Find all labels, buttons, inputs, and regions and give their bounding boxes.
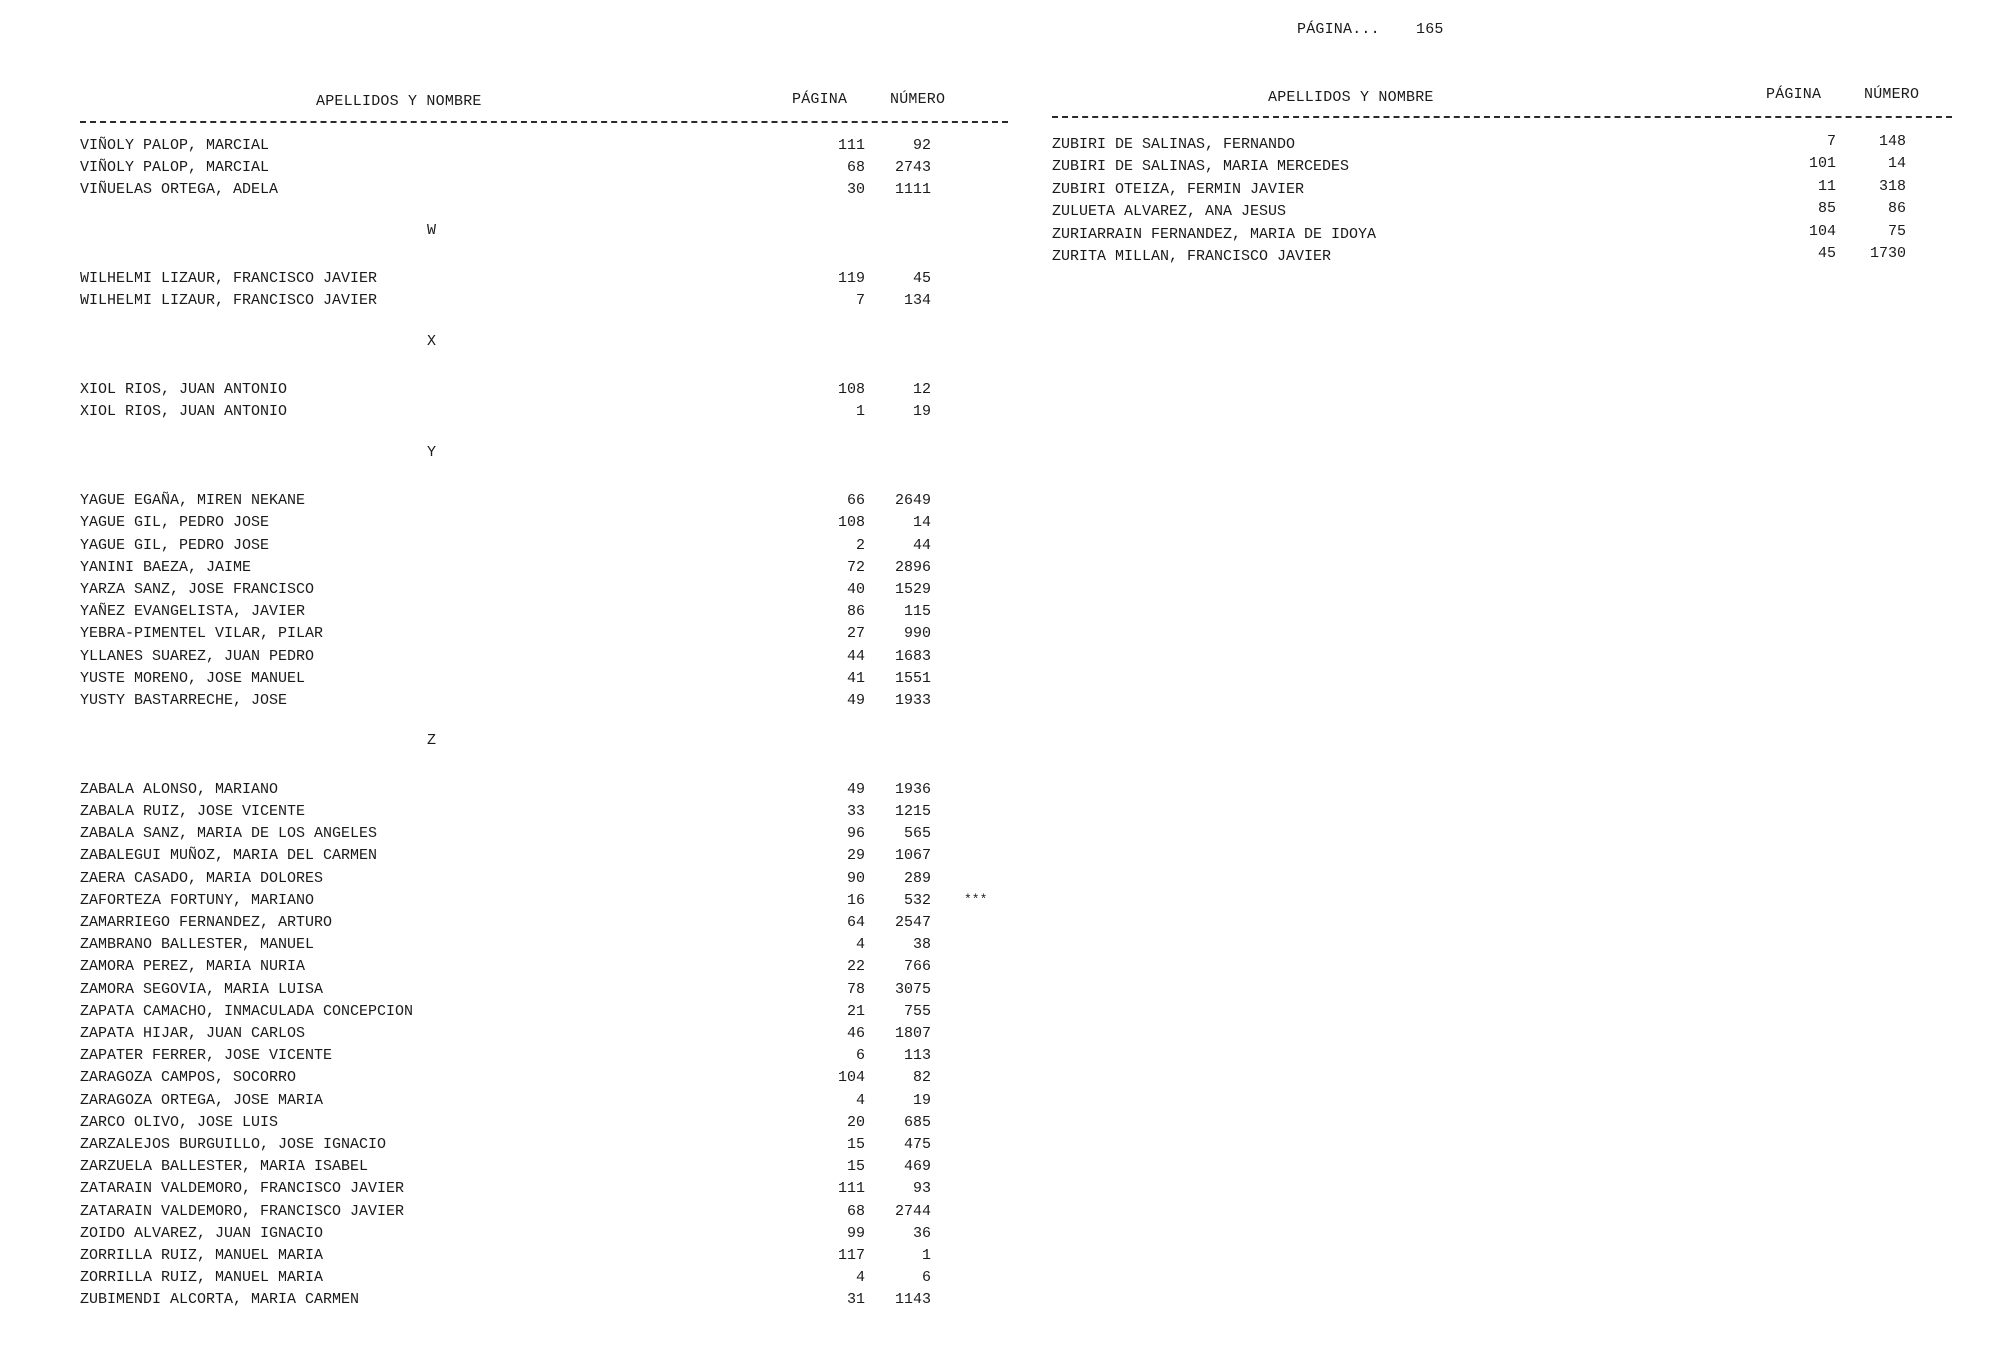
entry-number: 289	[903, 870, 931, 887]
entry-page: 1	[855, 403, 865, 420]
entry-name: ZAPATA CAMACHO, INMACULADA CONCEPCION	[80, 1003, 414, 1020]
index-entry	[80, 1092, 980, 1114]
index-entry	[80, 1203, 980, 1225]
entry-page: 108	[837, 381, 865, 398]
entry-name: ZUBIRI OTEIZA, FERMIN JAVIER	[1052, 181, 1305, 198]
index-entry	[80, 781, 980, 803]
entry-number: 469	[903, 1158, 931, 1175]
entry-page: 20	[846, 1114, 865, 1131]
entry-mark: ***	[964, 892, 988, 907]
entry-page: 22	[846, 958, 865, 975]
entry-page: 29	[846, 847, 865, 864]
entry-page: 68	[846, 159, 865, 176]
index-entry	[80, 1003, 980, 1025]
entry-name: YANINI BAEZA, JAIME	[80, 559, 252, 576]
entry-number: 6	[921, 1269, 931, 1286]
entry-page: 90	[846, 870, 865, 887]
section-letter: X	[427, 332, 437, 350]
entry-number: 134	[903, 292, 931, 309]
entry-page: 4	[855, 1269, 865, 1286]
index-entry	[80, 137, 980, 159]
entry-name: YAGUE GIL, PEDRO JOSE	[80, 537, 270, 554]
index-entry	[80, 581, 980, 603]
entry-page: 15	[846, 1158, 865, 1175]
entry-name: YEBRA-PIMENTEL VILAR, PILAR	[80, 625, 324, 642]
entry-number: 1067	[894, 847, 931, 864]
entry-page: 68	[846, 1203, 865, 1220]
index-entry	[80, 1225, 980, 1247]
index-entry	[1052, 245, 1952, 267]
left-header-page: PÁGINA	[792, 91, 848, 108]
entry-number: 755	[903, 1003, 931, 1020]
entry-name: ZAMORA PEREZ, MARIA NURIA	[80, 958, 306, 975]
index-entry	[80, 159, 980, 181]
entry-number: 1683	[894, 648, 931, 665]
entry-name: YAGUE GIL, PEDRO JOSE	[80, 514, 270, 531]
entry-name: YAGUE EGAÑA, MIREN NEKANE	[80, 492, 306, 509]
entry-page: 104	[837, 1069, 865, 1086]
index-entry	[1052, 223, 1952, 245]
entry-number: 475	[903, 1136, 931, 1153]
entry-name: ZAPATA HIJAR, JUAN CARLOS	[80, 1025, 306, 1042]
entry-name: ZUBIRI DE SALINAS, FERNANDO	[1052, 136, 1296, 153]
entry-number: 12	[912, 381, 931, 398]
entry-number: 148	[1878, 133, 1906, 150]
entry-number: 1	[921, 1247, 931, 1264]
index-entry	[80, 1025, 980, 1047]
entry-name: WILHELMI LIZAUR, FRANCISCO JAVIER	[80, 292, 378, 309]
right-header-number: NÚMERO	[1864, 86, 1920, 103]
entry-page: 108	[837, 514, 865, 531]
entry-name: ZURIARRAIN FERNANDEZ, MARIA DE IDOYA	[1052, 226, 1377, 243]
entry-page: 46	[846, 1025, 865, 1042]
index-entry	[80, 559, 980, 581]
entry-page: 111	[837, 1180, 865, 1197]
entry-page: 33	[846, 803, 865, 820]
entry-name: VIÑOLY PALOP, MARCIAL	[80, 137, 270, 154]
entry-number: 1551	[894, 670, 931, 687]
entry-name: ZAMARRIEGO FERNANDEZ, ARTURO	[80, 914, 333, 931]
entry-page: 49	[846, 781, 865, 798]
entry-number: 113	[903, 1047, 931, 1064]
entry-name: ZARZUELA BALLESTER, MARIA ISABEL	[80, 1158, 369, 1175]
index-entry	[80, 625, 980, 647]
index-entry	[1052, 200, 1952, 222]
entry-number: 532	[903, 892, 931, 909]
index-entry	[80, 958, 980, 980]
index-entry	[80, 670, 980, 692]
entry-name: YARZA SANZ, JOSE FRANCISCO	[80, 581, 315, 598]
index-entry	[80, 1158, 980, 1180]
entry-number: 75	[1887, 223, 1906, 240]
entry-name: WILHELMI LIZAUR, FRANCISCO JAVIER	[80, 270, 378, 287]
entry-page: 72	[846, 559, 865, 576]
index-entry	[1052, 178, 1952, 200]
entry-page: 2	[855, 537, 865, 554]
entry-page: 11	[1817, 178, 1836, 195]
entry-name: ZAMORA SEGOVIA, MARIA LUISA	[80, 981, 324, 998]
entry-number: 38	[912, 936, 931, 953]
index-entry	[80, 603, 980, 625]
entry-page: 27	[846, 625, 865, 642]
entry-name: VIÑUELAS ORTEGA, ADELA	[80, 181, 279, 198]
entry-number: 990	[903, 625, 931, 642]
left-header-name: APELLIDOS Y NOMBRE	[316, 93, 482, 110]
entry-page: 86	[846, 603, 865, 620]
entry-name: ZORRILLA RUIZ, MANUEL MARIA	[80, 1247, 324, 1264]
index-entry	[80, 270, 980, 292]
entry-number: 685	[903, 1114, 931, 1131]
entry-page: 31	[846, 1291, 865, 1308]
index-entry	[1052, 155, 1952, 177]
index-entry	[80, 825, 980, 847]
entry-page: 7	[1826, 133, 1836, 150]
index-entry	[80, 514, 980, 536]
entry-number: 2547	[894, 914, 931, 931]
entry-number: 93	[912, 1180, 931, 1197]
entry-number: 36	[912, 1225, 931, 1242]
entry-number: 1730	[1869, 245, 1906, 262]
page-number: 165	[1416, 21, 1444, 38]
entry-page: 64	[846, 914, 865, 931]
index-entry	[80, 492, 980, 514]
index-entry	[80, 403, 980, 425]
entry-page: 78	[846, 981, 865, 998]
entry-number: 44	[912, 537, 931, 554]
entry-name: XIOL RIOS, JUAN ANTONIO	[80, 403, 288, 420]
entry-number: 3075	[894, 981, 931, 998]
entry-name: ZABALEGUI MUÑOZ, MARIA DEL CARMEN	[80, 847, 378, 864]
entry-page: 21	[846, 1003, 865, 1020]
entry-page: 15	[846, 1136, 865, 1153]
index-entry	[80, 981, 980, 1003]
entry-name: ZABALA ALONSO, MARIANO	[80, 781, 279, 798]
entry-number: 1936	[894, 781, 931, 798]
entry-page: 6	[855, 1047, 865, 1064]
index-entry	[80, 803, 980, 825]
entry-number: 19	[912, 1092, 931, 1109]
entry-number: 318	[1878, 178, 1906, 195]
entry-page: 117	[837, 1247, 865, 1264]
entry-page: 4	[855, 936, 865, 953]
entry-number: 115	[903, 603, 931, 620]
entry-name: ZARAGOZA CAMPOS, SOCORRO	[80, 1069, 297, 1086]
entry-name: ZARCO OLIVO, JOSE LUIS	[80, 1114, 279, 1131]
entry-page: 104	[1808, 223, 1836, 240]
index-entry	[80, 914, 980, 936]
right-header-page: PÁGINA	[1766, 86, 1822, 103]
entry-page: 4	[855, 1092, 865, 1109]
entry-page: 44	[846, 648, 865, 665]
index-entry	[80, 537, 980, 559]
entry-name: ZATARAIN VALDEMORO, FRANCISCO JAVIER	[80, 1180, 405, 1197]
right-header-name: APELLIDOS Y NOMBRE	[1268, 89, 1434, 106]
entry-number: 82	[912, 1069, 931, 1086]
entry-number: 2743	[894, 159, 931, 176]
index-entry	[80, 381, 980, 403]
entry-number: 86	[1887, 200, 1906, 217]
left-header-divider	[80, 121, 1008, 123]
index-entry	[80, 1136, 980, 1158]
index-entry	[80, 1247, 980, 1269]
entry-name: ZAFORTEZA FORTUNY, MARIANO	[80, 892, 315, 909]
index-entry	[80, 1047, 980, 1069]
entry-number: 1807	[894, 1025, 931, 1042]
index-entry	[80, 892, 988, 914]
entry-page: 41	[846, 670, 865, 687]
entry-page: 30	[846, 181, 865, 198]
entry-page: 49	[846, 692, 865, 709]
entry-name: ZORRILLA RUIZ, MANUEL MARIA	[80, 1269, 324, 1286]
entry-name: ZOIDO ALVAREZ, JUAN IGNACIO	[80, 1225, 324, 1242]
entry-name: YAÑEZ EVANGELISTA, JAVIER	[80, 603, 306, 620]
entry-number: 766	[903, 958, 931, 975]
entry-name: XIOL RIOS, JUAN ANTONIO	[80, 381, 288, 398]
entry-number: 1215	[894, 803, 931, 820]
left-header-number: NÚMERO	[890, 91, 946, 108]
entry-number: 45	[912, 270, 931, 287]
index-entry	[80, 648, 980, 670]
entry-number: 19	[912, 403, 931, 420]
entry-number: 2649	[894, 492, 931, 509]
entry-page: 99	[846, 1225, 865, 1242]
entry-page: 7	[855, 292, 865, 309]
entry-number: 2744	[894, 1203, 931, 1220]
index-entry	[80, 1114, 980, 1136]
entry-name: ZAERA CASADO, MARIA DOLORES	[80, 870, 324, 887]
index-entry	[80, 1269, 980, 1291]
entry-page: 119	[837, 270, 865, 287]
index-entry	[80, 181, 980, 203]
entry-name: YLLANES SUAREZ, JUAN PEDRO	[80, 648, 315, 665]
index-entry	[80, 692, 980, 714]
entry-number: 565	[903, 825, 931, 842]
entry-page: 101	[1808, 155, 1836, 172]
entry-name: ZABALA RUIZ, JOSE VICENTE	[80, 803, 306, 820]
entry-page: 85	[1817, 200, 1836, 217]
entry-name: ZAPATER FERRER, JOSE VICENTE	[80, 1047, 333, 1064]
page-label: PÁGINA...	[1297, 21, 1380, 38]
entry-number: 2896	[894, 559, 931, 576]
entry-page: 45	[1817, 245, 1836, 262]
section-letter: W	[427, 221, 437, 239]
entry-number: 92	[912, 137, 931, 154]
index-entry	[80, 936, 980, 958]
entry-name: YUSTE MORENO, JOSE MANUEL	[80, 670, 306, 687]
entry-name: ZURITA MILLAN, FRANCISCO JAVIER	[1052, 248, 1332, 265]
entry-page: 96	[846, 825, 865, 842]
right-header-divider	[1052, 116, 1952, 118]
entry-name: ZULUETA ALVAREZ, ANA JESUS	[1052, 203, 1287, 220]
entry-page: 40	[846, 581, 865, 598]
entry-name: ZATARAIN VALDEMORO, FRANCISCO JAVIER	[80, 1203, 405, 1220]
entry-name: ZUBIRI DE SALINAS, MARIA MERCEDES	[1052, 158, 1350, 175]
entry-number: 1111	[894, 181, 931, 198]
entry-number: 14	[912, 514, 931, 531]
index-entry	[80, 292, 980, 314]
entry-name: ZARZALEJOS BURGUILLO, JOSE IGNACIO	[80, 1136, 387, 1153]
entry-name: YUSTY BASTARRECHE, JOSE	[80, 692, 288, 709]
section-letter: Z	[427, 732, 437, 750]
entry-number: 1933	[894, 692, 931, 709]
entry-name: ZAMBRANO BALLESTER, MANUEL	[80, 936, 315, 953]
entry-page: 111	[837, 137, 865, 154]
index-entry	[80, 1069, 980, 1091]
entry-name: ZABALA SANZ, MARIA DE LOS ANGELES	[80, 825, 378, 842]
index-entry	[80, 870, 980, 892]
entry-page: 66	[846, 492, 865, 509]
entry-name: VIÑOLY PALOP, MARCIAL	[80, 159, 270, 176]
section-letter: Y	[427, 443, 437, 461]
entry-name: ZARAGOZA ORTEGA, JOSE MARIA	[80, 1092, 324, 1109]
entry-number: 1529	[894, 581, 931, 598]
entry-number: 1143	[894, 1291, 931, 1308]
entry-number: 14	[1887, 155, 1906, 172]
index-entry	[80, 847, 980, 869]
index-entry	[80, 1180, 980, 1202]
entry-page: 16	[846, 892, 865, 909]
index-entry	[1052, 133, 1952, 155]
entry-name: ZUBIMENDI ALCORTA, MARIA CARMEN	[80, 1291, 360, 1308]
index-entry	[80, 1291, 980, 1313]
